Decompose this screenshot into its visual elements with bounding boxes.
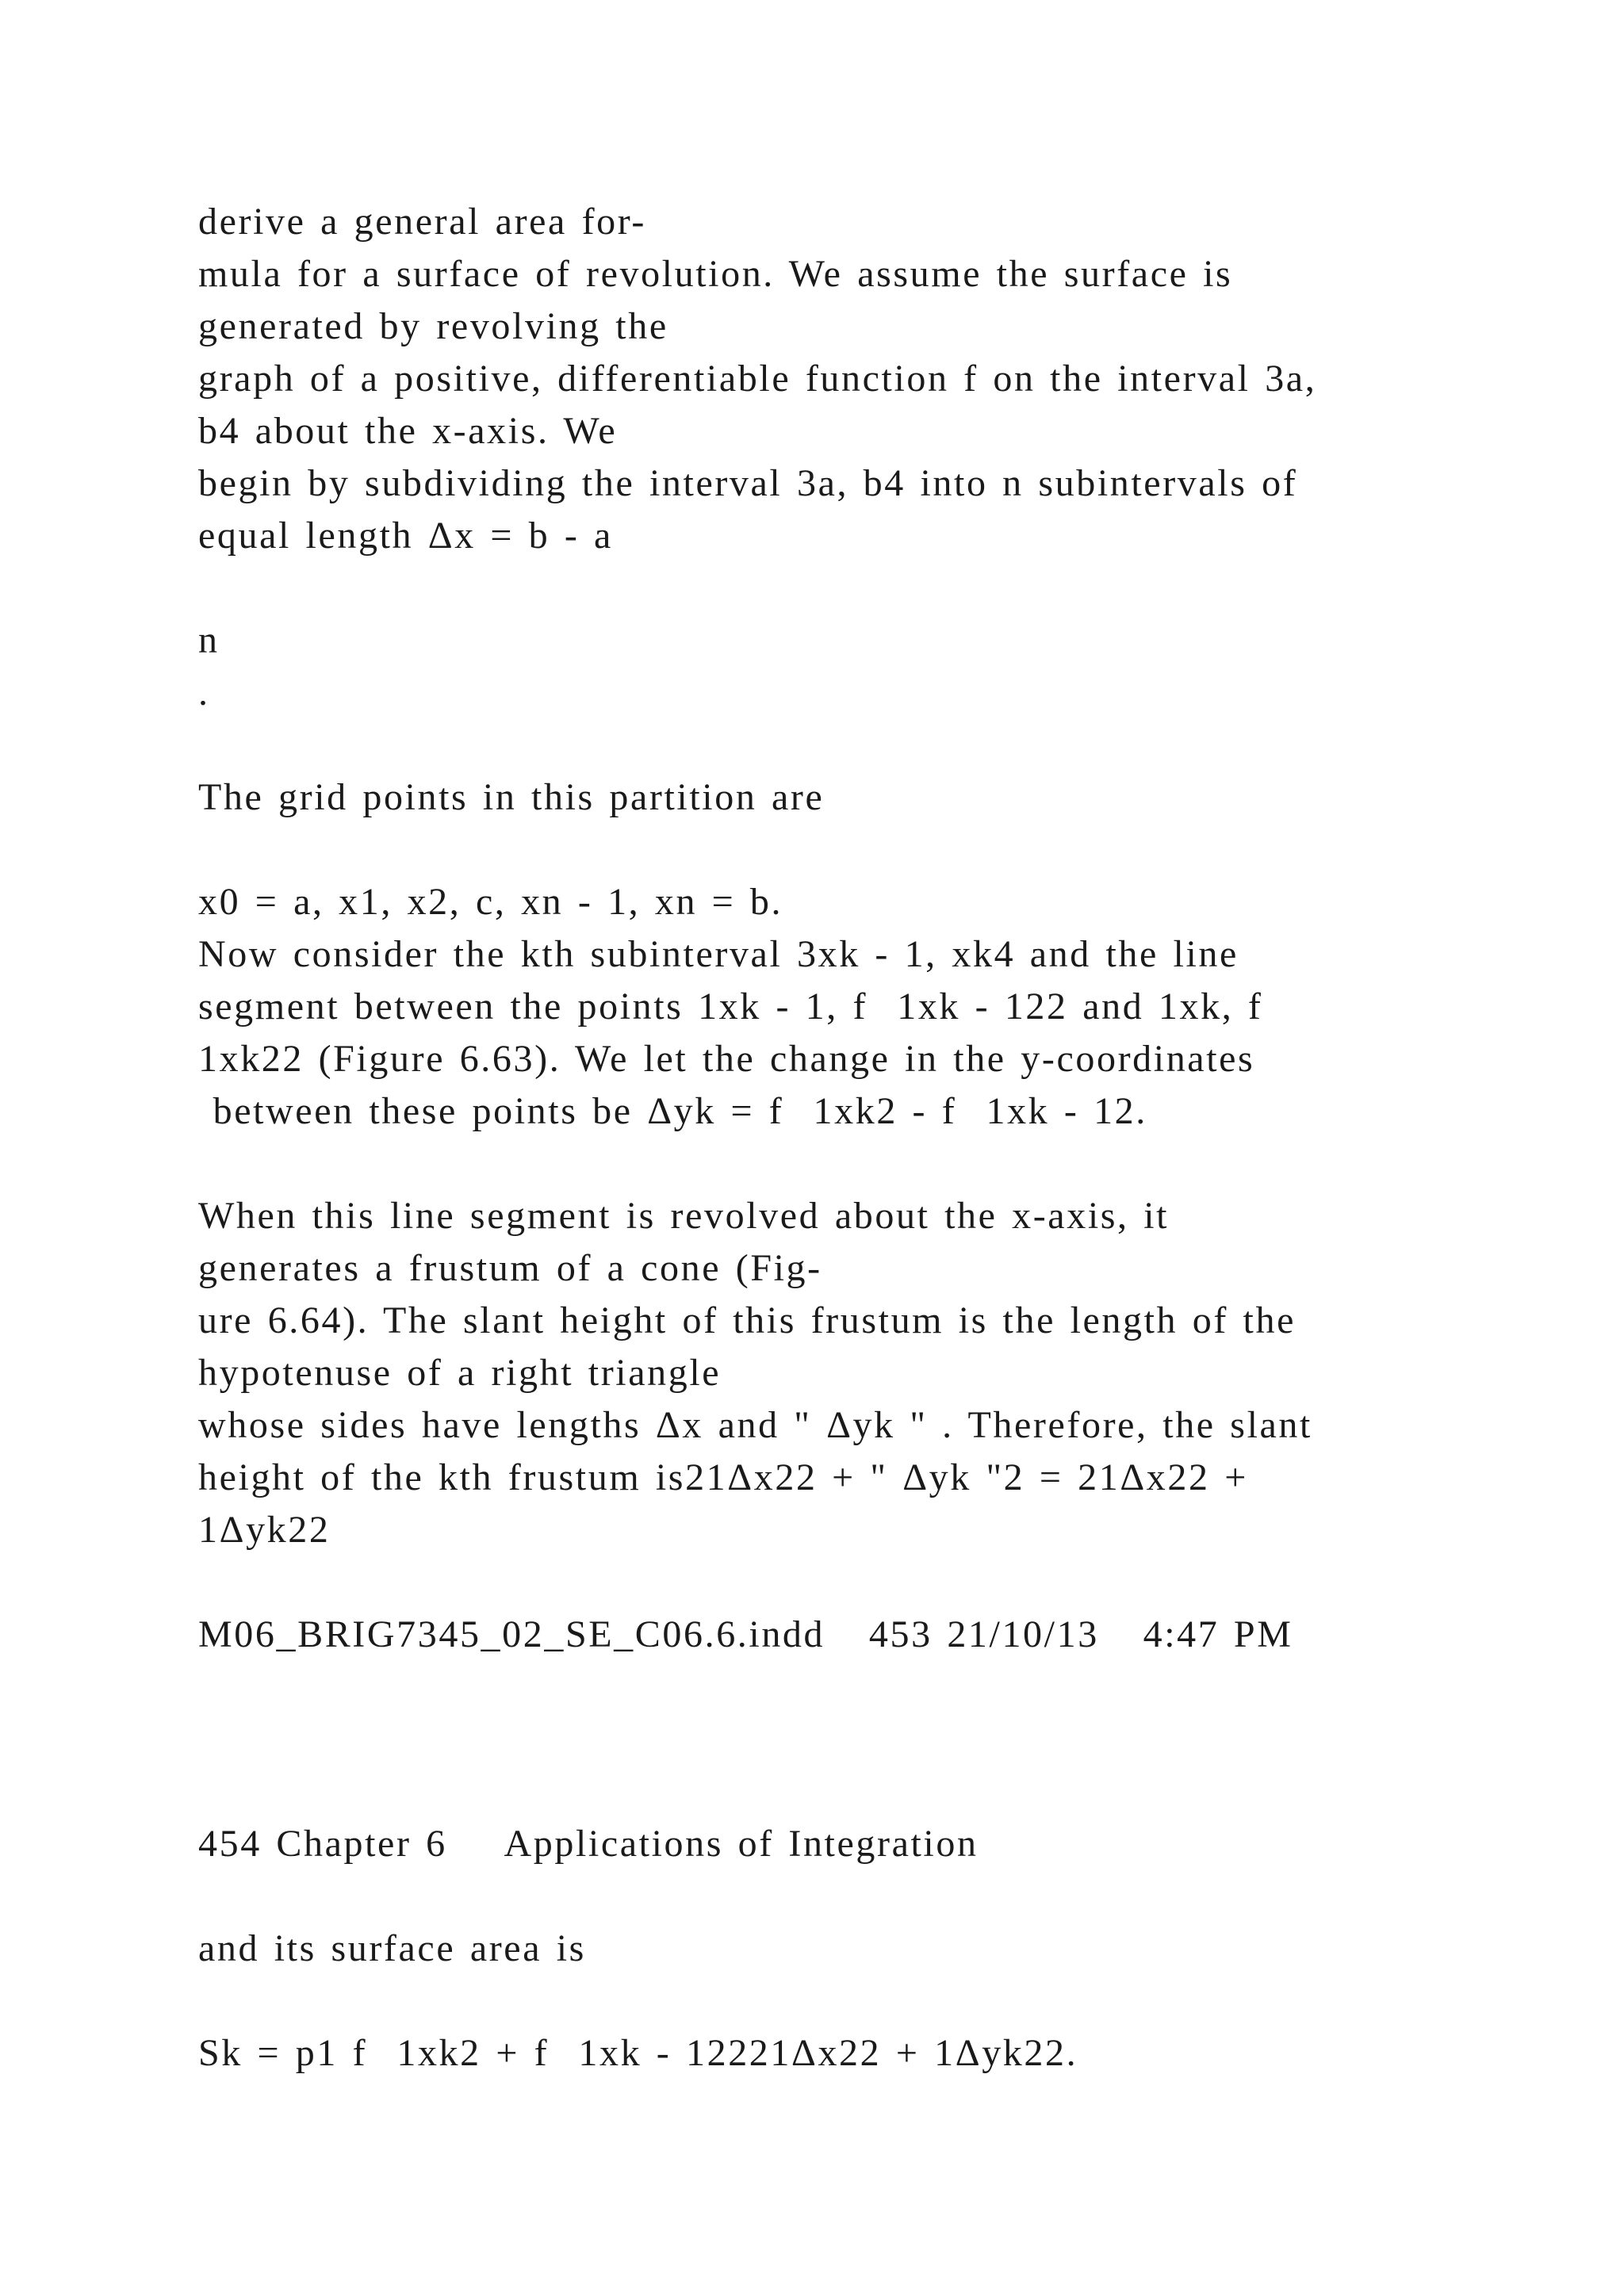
text-line: graph of a positive, differentiable function f on the interval 3a,	[198, 358, 1317, 400]
text-line: ure 6.64). The slant height of this frustum is the length of the	[198, 1299, 1296, 1341]
text-line: between these points be Δyk = f 1xk2 - f 1xk - 12.	[198, 1090, 1147, 1132]
text-line: Now consider the kth subinterval 3xk - 1, xk4 and the line	[198, 933, 1239, 975]
text-line: 1xk22 (Figure 6.63). We let the change in the y-coordinates	[198, 1038, 1255, 1080]
text-line: height of the kth frustum is21Δx22 + " Δyk "2 = 21Δx22 +	[198, 1456, 1248, 1498]
text-line: The grid points in this partition are	[198, 776, 825, 818]
text-line: .	[198, 672, 210, 714]
text-line: segment between the points 1xk - 1, f 1xk - 122 and 1xk, f	[198, 985, 1263, 1027]
equation-line: Sk = p1 f 1xk2 + f 1xk - 12221Δx22 + 1Δyk22.	[198, 2032, 1078, 2074]
footer-slug: M06_BRIG7345_02_SE_C06.6.indd 453 21/10/13 4:47 PM	[198, 1613, 1293, 1655]
text-line: whose sides have lengths Δx and " Δyk " . Therefore, the slant	[198, 1404, 1312, 1446]
text-line: b4 about the x-axis. We	[198, 410, 618, 452]
text-line: derive a general area for-	[198, 201, 646, 243]
running-header: 454 Chapter 6 Applications of Integration	[198, 1823, 979, 1865]
text-line: x0 = a, x1, x2, c, xn - 1, xn = b.	[198, 881, 783, 923]
text-line: generated by revolving the	[198, 305, 668, 347]
text-line: n	[198, 619, 220, 661]
text-line: begin by subdividing the interval 3a, b4 into n subintervals of	[198, 462, 1298, 504]
text-line: mula for a surface of revolution. We assume the surface is	[198, 253, 1233, 295]
text-line: equal length Δx = b - a	[198, 515, 613, 557]
text-line: generates a frustum of a cone (Fig-	[198, 1247, 822, 1289]
text-line: hypotenuse of a right triangle	[198, 1352, 722, 1394]
text-line: and its surface area is	[198, 1927, 586, 1969]
text-line: 1Δyk22	[198, 1509, 331, 1551]
text-line: When this line segment is revolved about the x-axis, it	[198, 1195, 1170, 1237]
